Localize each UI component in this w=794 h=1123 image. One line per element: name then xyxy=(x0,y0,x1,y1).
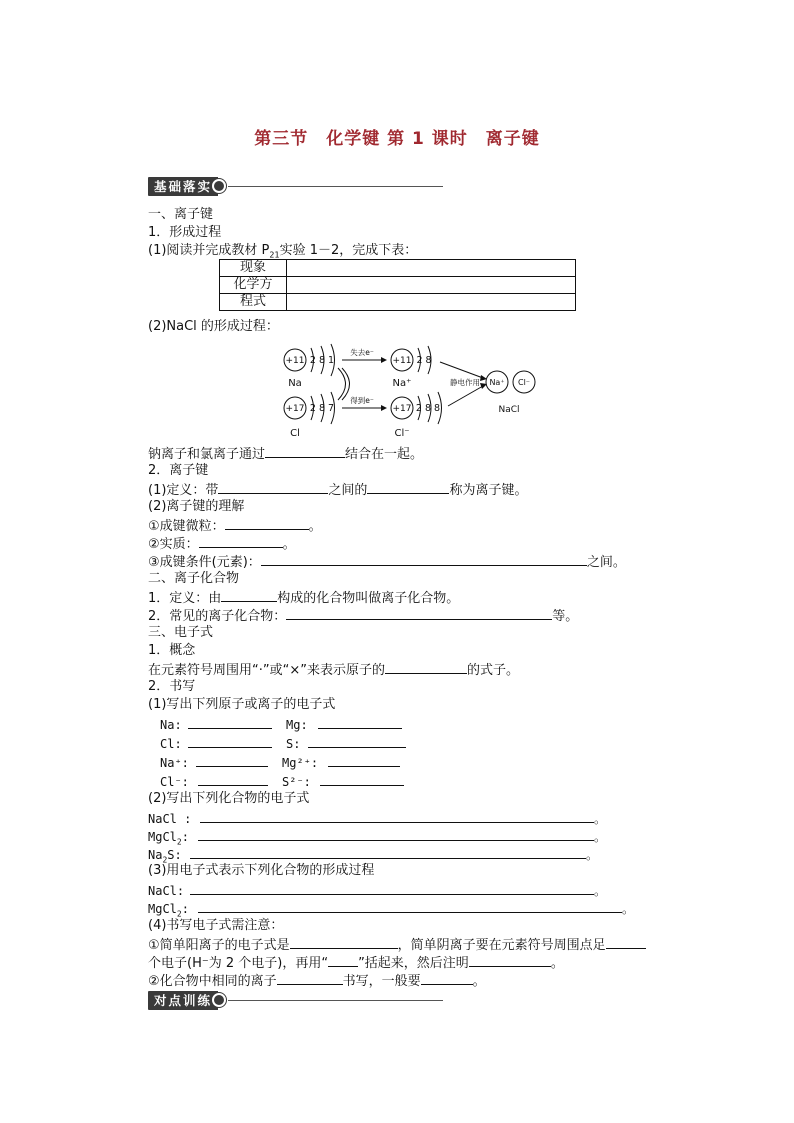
subheading: (4)书写电子式需注意： xyxy=(148,918,284,933)
answer-blank[interactable] xyxy=(188,715,272,729)
question-text: ①成键微粒： xyxy=(148,519,225,534)
product-na-label: Na⁺ xyxy=(489,378,505,387)
answer-blank[interactable] xyxy=(606,935,646,949)
answer-blank[interactable] xyxy=(385,660,467,674)
shell-numbers: 2 8 xyxy=(416,355,432,366)
answer-cell[interactable] xyxy=(287,260,576,277)
answer-blank[interactable] xyxy=(318,715,402,729)
subheading: (3)用电子式表示下列化合物的形成过程 xyxy=(148,863,375,878)
section-label: 基础落实 xyxy=(148,177,218,196)
formula-label: S: xyxy=(167,848,182,862)
heading-electron-formula: 三、电子式 xyxy=(148,625,214,640)
question-line xyxy=(148,588,459,608)
table-row xyxy=(220,277,576,294)
answer-blank[interactable] xyxy=(469,953,551,967)
period: 。 xyxy=(594,884,607,898)
ion-label: Na⁺ xyxy=(392,378,412,389)
period: 。 xyxy=(622,902,635,916)
question-text: 。 xyxy=(308,519,322,534)
subheading: (1)写出下列原子或离子的电子式 xyxy=(148,697,336,712)
table-cell-label: 现象 xyxy=(220,260,287,277)
question-text: ，简单阴离子要在元素符号周围点足 xyxy=(397,938,606,953)
subheading: (2)写出下列化合物的电子式 xyxy=(148,791,310,806)
table-cell-label: 程式 xyxy=(220,294,287,311)
formula-label: NaCl: xyxy=(148,884,185,898)
combine-arrow-bottom xyxy=(448,386,483,406)
formula-label: NaCl : xyxy=(148,812,192,826)
arrowhead-icon xyxy=(381,405,387,411)
answer-blank[interactable] xyxy=(367,480,449,494)
answer-blank[interactable] xyxy=(421,971,473,985)
atom-label: Na xyxy=(288,378,302,389)
heading-ionic-bond-2: 2．离子键 xyxy=(148,463,209,478)
question-line xyxy=(148,660,519,680)
question-text: 。 xyxy=(472,974,486,989)
formula-label: MgCl xyxy=(148,902,177,916)
question-text: 1．定义：由 xyxy=(148,591,222,606)
section-header-practice xyxy=(148,991,443,1009)
answer-blank[interactable] xyxy=(198,772,268,786)
question-line xyxy=(148,516,322,536)
product-label: NaCl xyxy=(498,405,520,415)
page-title: 第三节 化学键 第 1 课时 离子键 xyxy=(254,129,540,149)
question-text: ②化合物中相同的离子 xyxy=(148,974,277,989)
heading-ionic-bond: 一、离子键 xyxy=(148,207,214,222)
heading-formation: 1．形成过程 xyxy=(148,225,222,240)
nucleus-label: +11 xyxy=(285,356,305,366)
formula-row xyxy=(148,809,606,828)
section-dot-icon xyxy=(212,993,226,1007)
experiment-table xyxy=(219,259,576,311)
answer-blank[interactable] xyxy=(199,534,283,548)
answer-blank[interactable] xyxy=(328,753,400,767)
atom-label: Cl xyxy=(290,428,300,439)
question-line xyxy=(148,444,423,464)
question-line xyxy=(148,552,626,572)
section-label: 对点训练 xyxy=(148,991,218,1010)
answer-blank[interactable] xyxy=(328,953,358,967)
question-text: ③成键条件(元素)： xyxy=(148,555,261,570)
formula-subscript: 2 xyxy=(162,855,168,865)
answer-blank[interactable] xyxy=(190,845,586,859)
question-line xyxy=(148,935,646,955)
formula-label: MgCl xyxy=(148,830,177,844)
instruction-text: (1)阅读并完成教材 P xyxy=(148,243,270,258)
answer-blank[interactable] xyxy=(218,480,328,494)
answer-cell[interactable] xyxy=(287,294,576,311)
question-text: 书写，一般要 xyxy=(342,974,421,989)
question-text: 称为离子键。 xyxy=(449,483,528,498)
answer-blank[interactable] xyxy=(198,899,622,913)
question-line xyxy=(148,953,564,973)
table-row xyxy=(220,260,576,277)
question-text: ①简单阳离子的电子式是 xyxy=(148,938,290,953)
question-text: 结合在一起。 xyxy=(345,447,424,462)
question-text: 的式子。 xyxy=(466,663,519,678)
section-rule xyxy=(228,186,443,187)
table-row xyxy=(220,294,576,311)
answer-blank[interactable] xyxy=(198,827,594,841)
section-dot-icon xyxy=(212,179,226,193)
formula-label: Na⁺: xyxy=(160,756,189,770)
subheading: 1．概念 xyxy=(148,643,196,658)
combine-arrow-top xyxy=(440,362,483,378)
formula-colon: : xyxy=(181,902,189,916)
answer-blank[interactable] xyxy=(277,971,343,985)
formula-row xyxy=(148,881,606,900)
question-text: ”括起来，然后注明 xyxy=(358,956,469,971)
shell-numbers: 2 8 1 xyxy=(309,355,335,366)
nucleus-label: +17 xyxy=(285,404,305,414)
question-text: 之间。 xyxy=(586,555,626,570)
answer-blank[interactable] xyxy=(308,734,406,748)
question-text: ②实质： xyxy=(148,537,199,552)
formula-label: Mg²⁺: xyxy=(282,756,319,770)
answer-blank[interactable] xyxy=(200,809,594,823)
formula-row xyxy=(160,772,404,791)
period: 。 xyxy=(594,830,607,844)
nacl-formation-diagram xyxy=(278,340,548,444)
section-rule xyxy=(228,1000,443,1001)
page-subscript: 21 xyxy=(269,250,280,260)
answer-blank[interactable] xyxy=(320,772,404,786)
answer-blank[interactable] xyxy=(290,935,398,949)
nucleus-label: +11 xyxy=(392,356,412,366)
formula-label: Cl: xyxy=(160,737,182,751)
answer-blank[interactable] xyxy=(265,444,345,458)
question-text: 2．常见的离子化合物： xyxy=(148,609,287,624)
formula-subscript: 2 xyxy=(176,909,182,919)
formula-label: Na xyxy=(148,848,163,862)
question-text: 。 xyxy=(282,537,296,552)
formula-subscript: 2 xyxy=(176,837,182,847)
arrowhead-icon xyxy=(480,383,487,389)
answer-blank[interactable] xyxy=(225,516,309,530)
ion-label: Cl⁻ xyxy=(394,428,410,439)
answer-blank[interactable] xyxy=(196,753,268,767)
transfer-curve xyxy=(338,368,346,400)
question-text: 。 xyxy=(550,956,564,971)
question-line xyxy=(148,606,578,626)
answer-blank[interactable] xyxy=(188,734,272,748)
question-text: 钠离子和氯离子通过 xyxy=(148,447,266,462)
question-line xyxy=(148,534,296,554)
answer-blank[interactable] xyxy=(190,881,594,895)
formula-row xyxy=(160,734,406,753)
product-cl-label: Cl⁻ xyxy=(517,378,531,387)
answer-blank[interactable] xyxy=(221,588,277,602)
question-line xyxy=(148,971,486,991)
question-text: 构成的化合物叫做离子化合物。 xyxy=(277,591,460,606)
subheading: 2．书写 xyxy=(148,679,196,694)
formula-label: Na: xyxy=(160,718,182,732)
period: 。 xyxy=(586,848,599,862)
gain-electron-label: 得到e⁻ xyxy=(350,396,374,405)
answer-cell[interactable] xyxy=(287,277,576,294)
formula-label: Mg: xyxy=(286,718,308,732)
heading-ionic-compound: 二、离子化合物 xyxy=(148,571,240,586)
shell-numbers: 2 8 7 xyxy=(309,403,335,414)
arrowhead-icon xyxy=(381,357,387,363)
question-text: 在元素符号周围用“·”或“×”来表示原子的 xyxy=(148,663,385,678)
shell-numbers: 2 8 8 xyxy=(415,403,441,414)
formula-label: S²⁻: xyxy=(282,775,311,789)
instruction-text-end: 实验 1－2，完成下表： xyxy=(279,243,418,258)
question-text: 等。 xyxy=(552,609,579,624)
table-cell-label: 化学方 xyxy=(220,277,287,294)
section-header-basic xyxy=(148,177,443,195)
answer-blank[interactable] xyxy=(286,606,552,620)
answer-blank[interactable] xyxy=(261,552,587,566)
formula-label: S: xyxy=(286,737,301,751)
question-text: (1)定义：带 xyxy=(148,483,219,498)
question-line xyxy=(148,480,527,500)
nucleus-label: +17 xyxy=(392,404,412,414)
nacl-formation-heading: (2)NaCl 的形成过程： xyxy=(148,319,279,334)
lose-electron-label: 失去e⁻ xyxy=(350,348,374,357)
question-text: 个电子(H⁻为 2 个电子)，再用“ xyxy=(148,956,329,971)
period: 。 xyxy=(594,812,607,826)
formula-row xyxy=(160,715,402,734)
question-text: 之间的 xyxy=(328,483,368,498)
subheading: (2)离子键的理解 xyxy=(148,499,245,514)
electrostatic-label: 静电作用 xyxy=(450,378,480,387)
formula-colon: : xyxy=(181,830,189,844)
formula-row xyxy=(160,753,400,772)
formula-label: Cl⁻: xyxy=(160,775,189,789)
